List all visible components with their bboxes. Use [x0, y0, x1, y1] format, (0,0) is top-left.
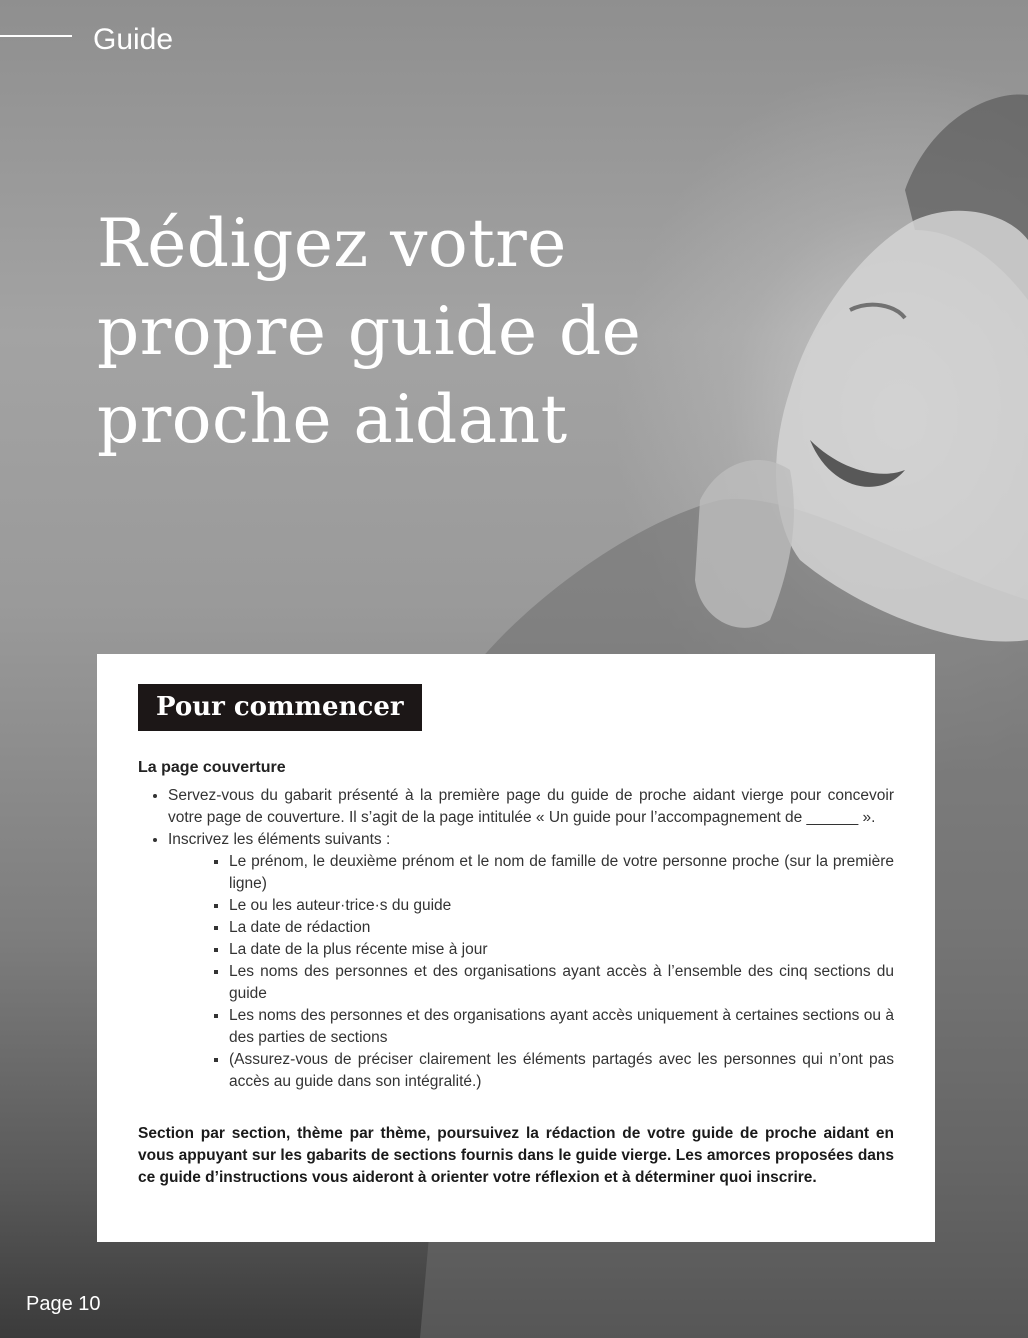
sub-bullet-list	[168, 851, 894, 1093]
sub-list-item: ▪ Les noms des personnes et des organisations ayant accès uniquement à certaines sections ou à des parties de sections	[229, 1005, 894, 1049]
sub-list-item: ▪ La date de la plus récente mise à jour	[229, 939, 894, 961]
sub-list-item: ▪ Les noms des personnes et des organisations ayant accès à l’ensemble des cinq sections du guide	[229, 961, 894, 1005]
bullet-list	[138, 785, 894, 1093]
sub-list-item: ▪ (Assurez-vous de préciser clairement les éléments partagés avec les personnes qui n’ont pas accès au guide dans son intégralité.)	[229, 1049, 894, 1093]
list-item	[168, 829, 894, 1093]
page-number: Page 10	[26, 1293, 101, 1315]
sub-list-item: ▪ Le ou les auteur·trice·s du guide	[229, 895, 894, 917]
instructions-card	[97, 654, 935, 1242]
closing-paragraph: Section par section, thème par thème, poursuivez la rédaction de votre guide de proche aidant en vous appuyant sur les gabarits de sections fournis dans le guide vierge. Les amorces proposées dans ce guide d’instructions vous aideront à orienter votre réflexion et à déterminer quoi inscrire.	[138, 1125, 894, 1186]
card-subheading: La page couverture	[138, 759, 286, 776]
list-item-label: Inscrivez les éléments suivants :	[168, 831, 391, 848]
sub-list-item: ▪ La date de rédaction	[229, 917, 894, 939]
list-item: • Servez-vous du gabarit présenté à la première page du guide de proche aidant vierge pour concevoir votre page de couverture. Il s’agit de la page intitulée « Un guide pour l’accompagnement de ______ ».	[168, 785, 894, 829]
header-rule	[0, 35, 72, 37]
sub-list-item: ▪ Le prénom, le deuxième prénom et le nom de famille de votre personne proche (sur la première ligne)	[229, 851, 894, 895]
section-label: Guide	[93, 23, 174, 56]
page-title: Rédigez votre propre guide de proche aidant	[97, 205, 642, 458]
card-heading: Pour commencer	[138, 684, 422, 731]
